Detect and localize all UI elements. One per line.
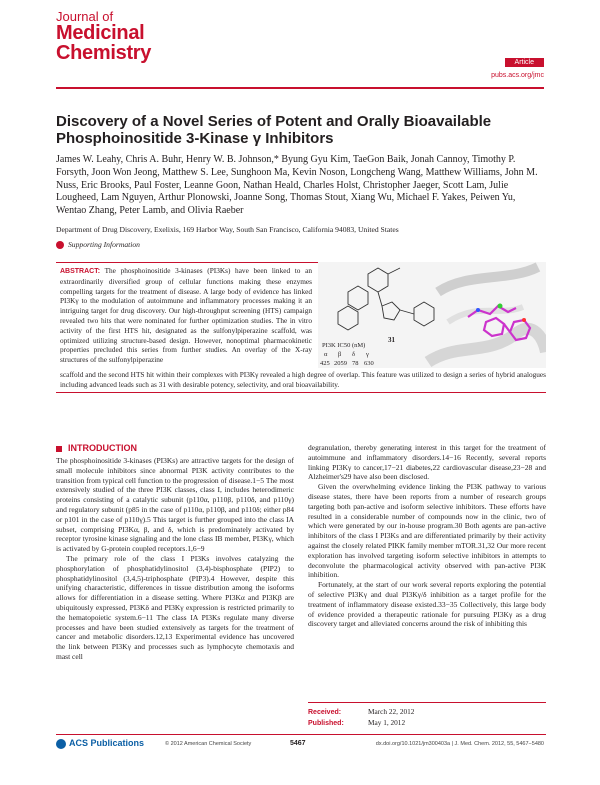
journal-logo [56, 10, 166, 63]
isoform-gamma: γ [366, 351, 369, 358]
intro-paragraph-4: Given the overwhelming evidence linking the PI3K pathway to various disease states, there have been reports from a number of research groups targeting both pan-active and isoform selective inhibitors. These efforts have resulted in a considerable number of compounds now in the clinic, two of which were generated by our in-house program.30 Both agents are pan-active inhibitors of the class I PI3Ks and are differentiated primarily by their activity against the closely related PIKK family member mTOR.31,32 Our more recent exploration has involved targeting isoform selective inhibitors in attempts to deconvolute the pharmacological activity observed with pan-active PI3K inhibition. [308, 482, 546, 580]
journal-line-2: Medicinal [56, 22, 145, 44]
published-label: Published: [308, 720, 344, 727]
toc-graphic [318, 262, 546, 368]
section-marker-icon [56, 446, 62, 452]
article-title: Discovery of a Novel Series of Potent and Orally Bioavailable Phosphoinositide 3-Kinase γ Inhibitors [56, 113, 492, 147]
intro-paragraph-5: Fortunately, at the start of our work several reports exploring the potential of selective PI3Kγ and dual PI3Kγ/δ inhibition as a target profile for the treatment of inflammatory disease existed.33−35 Collectively, this large body of evidence provided a therapeutic rationale for pursuing PI3Kγ as a drug discovery target and alleviated concerns around the risk of inhibiting this [308, 580, 546, 629]
published-date-row [308, 718, 546, 729]
acs-publications-logo[interactable] [56, 738, 144, 749]
intro-paragraph-3: degranulation, thereby generating interest in this target for the treatment of autoimmune and inflammatory disorders.14−16 Recently, several reports linking PI3Kγ to cancer,17−21 diabetes,22 cardiovascular disease,23−28 and Alzheimer's29 have also been disclosed. [308, 443, 546, 482]
ic50-delta: 78 [352, 360, 359, 367]
ligand-atom-red [522, 318, 526, 322]
affiliation: Department of Drug Discovery, Exelixis, 169 Harbor Way, South San Francisco, California 94083, United States [56, 225, 399, 234]
journal-line-1: Journal of [56, 9, 114, 24]
dates-top-rule [308, 702, 546, 703]
compound-label: 31 [388, 336, 395, 344]
toc-graphic-svg [318, 262, 546, 368]
abstract-body: The phosphoinositide 3-kinases (PI3Ks) have been linked to an extraordinarily diversified group of cellular functions making these enzymes compelling targets for the treatment of disease. A large body of evidence has linked PI3Kγ to the modulation of autoimmune and inflammatory processes making it an intriguing target for drug discovery. Our high-throughput screening (HTS) campaign revealed two hits that were nominated for further optimization studies. The in vitro activity of the first HTS hit, designated as the sulfonylpiperazine scaffold, was optimized utilizing structure-based design. However, nonoptimal pharmacokinetic properties precluded this series from further studies. An overlay of the X-ray structures of the sulfonylpiperazine [60, 266, 312, 365]
journal-line-3: Chemistry [56, 42, 152, 64]
acs-publications-text: ACS Publications [69, 738, 145, 748]
right-column [308, 443, 546, 629]
author-list: James W. Leahy, Chris A. Buhr, Henry W. B. Johnson,* Byung Gyu Kim, TaeGon Baik, Jonah Cannoy, Timothy P. Forsyth, Joon Won Jeong, Matthew S. Lee, Sunghoon Ma, Kevin Noson, Longcheng Wang, Matthew Williams, John M. Nuss, Eric Brooks, Paul Foster, Leanne Goon, Nathan Heald, Charles Holst, Christopher Jaeger, Scott Lam, Julie Lougheed, Lam Nguyen, Arthur Plonowski, Joanne Song, Thomas Stout, Xiang Wu, Michael F. Yakes, Peiwen Yu, Wentao Zhang, Peter Lamb, and Olivia Raeber [56, 154, 538, 217]
page-number: 5467 [290, 740, 306, 747]
ic50-beta: 2059 [334, 360, 347, 367]
footer-rule [56, 734, 546, 735]
received-label: Received: [308, 709, 342, 716]
intro-paragraph-2: The primary role of the class I PI3Ks involves catalyzing the phosphorylation of phosphatidylinositol (3,4)-bisphosphate (PIP2) to phosphatidylinositol (3,4,5)-triphosphate (PIP3).4 However, despite this unifying characteristic, differences in tissue distribution among the isoforms allows for differentiation in a disease setting. Where PI3Kα and PI3Kβ are ubiquitously expressed, PI3Kδ and PI3Kγ expression is restricted primarily to the hematopoietic system.6−11 The class IA PI3Ks regulate many diverse processes and have been studied extensively as targets for the treatment of cancer and metabolic disorders.12,13 Experimental evidence has uncovered the link between PI3Kγ and processes such as lymphocyte chemotaxis and mast cell [56, 553, 294, 661]
acs-logo-icon [56, 739, 66, 749]
header-rule [56, 87, 544, 89]
received-date-row [308, 707, 546, 718]
ic50-alpha: 425 [320, 360, 330, 367]
abstract-continuation: scaffold and the second HTS hit within their complexes with PI3Kγ revealed a high degree of overlap. This feature was utilized to design a series of hybrid analogues including advanced leads such as 31 with desirable potency, selectivity, and oral bioavailability. [60, 370, 546, 389]
ic50-table-title: PI3K IC50 (nM) [322, 342, 366, 349]
citation-doi-link[interactable]: dx.doi.org/10.1021/jm300403a | J. Med. Chem. 2012, 55, 5467−5480 [375, 741, 544, 747]
abstract-label: ABSTRACT: [60, 268, 101, 275]
ic50-gamma: 630 [364, 360, 374, 367]
abstract-text [60, 266, 312, 365]
received-date: March 22, 2012 [368, 707, 415, 716]
supporting-info-icon [56, 241, 64, 249]
intro-paragraph-1: The phosphoinositide 3-kinases (PI3Ks) are attractive targets for the design of small molecule inhibitors since abnormal PI3K activity contributes to the transition from typical cell function to the progression of disease.1−5 The most extensively studied of the three PI3K classes, class I, includes heterodimeric proteins consisting of a catalytic subunit (p110α, p110β, p110δ, and p110γ) and regulatory subunit (p85 in the case of p110α, p110β, and p110δ; either p84 or p101 in the case of p110γ).5 This target is further grouped into the class IA subset, comprising PI3Kα, β, and δ, which is predominately activated by receptor tyrosine kinase signaling and the lone class IB member, PI3Kγ, which is activated by G-protein coupled receptors.1,6−9 [56, 456, 294, 554]
abstract-bottom-rule [56, 392, 546, 393]
isoform-alpha: α [324, 351, 328, 358]
introduction-heading [56, 443, 137, 453]
copyright: © 2012 American Chemical Society [165, 741, 252, 747]
journal-website-link[interactable]: pubs.acs.org/jmc [491, 72, 544, 79]
isoform-beta: β [338, 351, 342, 358]
introduction-heading-text: INTRODUCTION [68, 443, 137, 453]
supporting-information-link[interactable] [56, 240, 140, 249]
article-type-badge: Article [505, 58, 544, 67]
supporting-info-label: Supporting Information [68, 240, 140, 249]
ligand-atom-green [498, 304, 503, 309]
ligand-atom-blue [476, 308, 480, 312]
published-date: May 1, 2012 [368, 718, 406, 727]
publication-dates [308, 707, 546, 729]
isoform-delta: δ [352, 351, 356, 358]
left-column [56, 456, 294, 662]
